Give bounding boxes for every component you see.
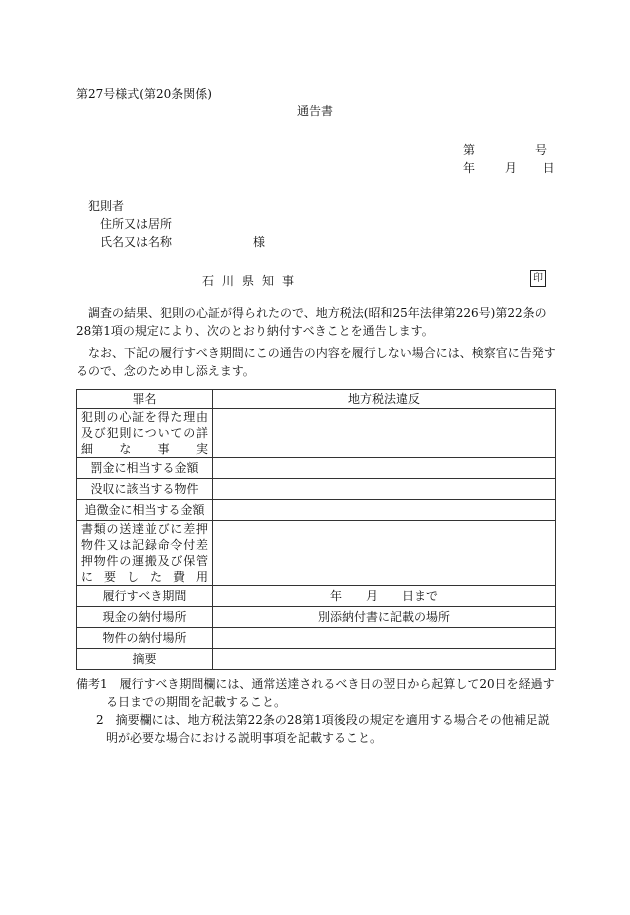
row-value-costs	[213, 521, 556, 586]
row-label-goods-place: 物件の納付場所	[77, 628, 213, 649]
honorific: 様	[253, 235, 266, 249]
name-label: 氏名又は名称	[100, 235, 173, 249]
row-label-confiscation: 没収に該当する物件	[77, 479, 213, 500]
notice-table	[76, 389, 556, 670]
row-label-fine: 罰金に相当する金額	[77, 458, 213, 479]
document-title: 通告書	[296, 104, 333, 118]
seal-mark: 印	[530, 270, 546, 287]
table-row	[77, 458, 556, 479]
form-number: 第27号様式(第20条関係)	[76, 87, 212, 101]
row-label-surcharge: 追徴金に相当する金額	[77, 500, 213, 521]
row-value-confiscation	[213, 479, 556, 500]
note-2: 2 摘要欄には、地方税法第22条の28第1項後段の規定を適用する場合その他補足説明が必要な場合における説明事項を記載すること。	[96, 713, 550, 745]
body-paragraph-2: なお、下記の履行すべき期間にこの通告の内容を履行しない場合には、検察官に告発するので、念のため申し添えます。	[76, 346, 556, 378]
row-value-remarks	[213, 649, 556, 670]
table-row	[77, 649, 556, 670]
table-row	[77, 521, 556, 586]
issuer-name: 石川県知事	[202, 274, 303, 288]
notes-section	[76, 675, 556, 747]
row-label-facts: 犯則の心証を得た理由及び犯則についての詳細な事実	[77, 409, 213, 458]
row-value-charge: 地方税法違反	[213, 390, 556, 409]
row-label-remarks: 摘要	[77, 649, 213, 670]
table-row	[77, 390, 556, 409]
table-row	[77, 409, 556, 458]
note-1: 備考1 履行すべき期間欄には、通常送達されるべき日の翌日から起算して20日を経過する日までの期間を記載すること。	[76, 677, 555, 709]
year-label: 年	[463, 161, 476, 175]
row-label-charge: 罪名	[77, 390, 213, 409]
row-value-facts	[213, 409, 556, 458]
violator-label: 犯則者	[88, 199, 125, 213]
table-row	[77, 479, 556, 500]
row-label-cash-place: 現金の納付場所	[77, 607, 213, 628]
month-label: 月	[504, 161, 517, 175]
table-row	[77, 628, 556, 649]
date-line	[463, 160, 555, 176]
body-paragraph-1: 調査の結果、犯則の心証が得られたので、地方税法(昭和25年法律第226号)第22条の28第1項の規定により、次のとおり納付すべきことを通告します。	[76, 306, 547, 338]
table-row	[77, 500, 556, 521]
row-label-period: 履行すべき期間	[77, 586, 213, 607]
document-number-prefix: 第	[463, 143, 476, 157]
table-row	[77, 607, 556, 628]
row-value-goods-place	[213, 628, 556, 649]
row-value-cash-place: 別添納付書に記載の場所	[213, 607, 556, 628]
document-number-suffix: 号	[535, 143, 548, 157]
row-value-period: 年 月 日まで	[213, 586, 556, 607]
row-value-fine	[213, 458, 556, 479]
day-label: 日	[542, 161, 555, 175]
row-value-surcharge	[213, 500, 556, 521]
address-label: 住所又は居所	[100, 217, 173, 231]
table-row	[77, 586, 556, 607]
row-label-costs: 書類の送達並びに差押物件又は記録命令付差押物件の運搬及び保管に要した費用	[77, 521, 213, 586]
